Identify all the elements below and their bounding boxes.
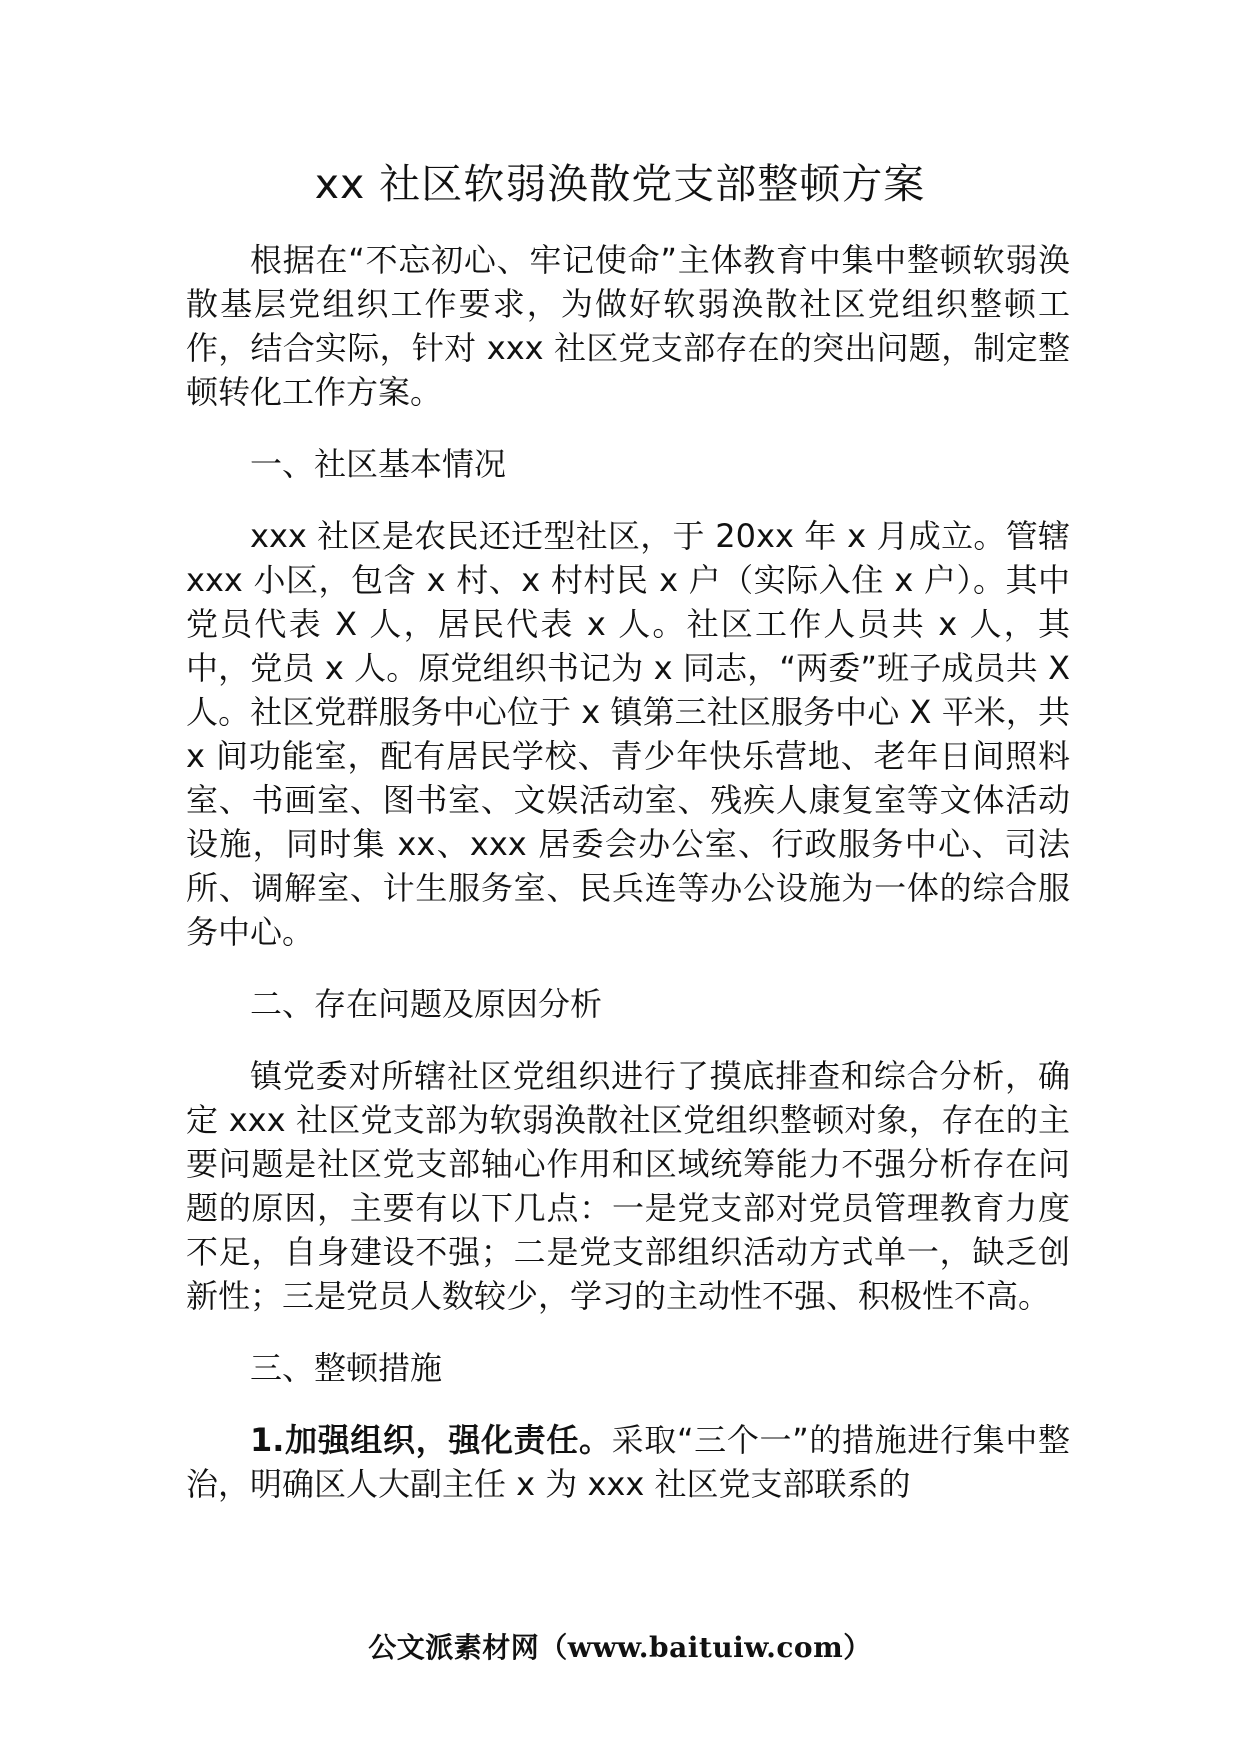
section-2-heading: 二、存在问题及原因分析 [250, 985, 603, 1023]
section-2-paragraph: 镇党委对所辖社区党组织进行了摸底排查和综合分析，确定 xxx 社区党支部为软弱涣散社区党组织整顿对象，存在的主要问题是社区党支部轴心作用和区域统筹能力不强分析存在问题的原因，主要有以下几点：一是党支部对党员管理教育力度不足，自身建设不强；二是党支部组织活动方式单一，缺乏创新性；三是党员人数较少，学习的主动性不强、积极性不高。 [186, 1057, 1070, 1315]
section-1-paragraph: xxx 社区是农民还迁型社区，于 20xx 年 x 月成立。管辖 xxx 小区，包含 x 村、x 村村民 x 户（实际入住 x 户）。其中党员代表 X 人，居民代表 x 人。社区工作人员共 x 人，其中，党员 x 人。原党组织书记为 x 同志，“两委”班子成员共 X 人。社区党群服务中心位于 x 镇第三社区服务中心 X 平米，共 x 间功能室，配有居民学校、青少年快乐营地、老年日间照料室、书画室、图书室、文娱活动室、残疾人康复室等文体活动设施，同时集 xx、xxx 居委会办公室、行政服务中心、司法所、调解室、计生服务室、民兵连等办公设施为一体的综合服务中心。 [186, 517, 1070, 951]
document-title: xx 社区软弱涣散党支部整顿方案 [314, 160, 926, 208]
footer-watermark: 公文派素材网（www.baituiw.com） [368, 1631, 872, 1664]
section-3-item-1-lead: 1.加强组织，强化责任。 [250, 1421, 612, 1459]
section-3-item-1-body: 采取“三个一”的措施进行集中整治，明确区人大副主任 x 为 xxx 社区党支部联系的 [186, 1421, 1070, 1503]
intro-paragraph: 根据在“不忘初心、牢记使命”主体教育中集中整顿软弱涣散基层党组织工作要求，为做好软弱涣散社区党组织整顿工作，结合实际，针对 xxx 社区党支部存在的突出问题，制定整顿转化工作方案。 [186, 241, 1070, 411]
section-3-heading: 三、整顿措施 [250, 1349, 443, 1387]
section-1-heading: 一、社区基本情况 [250, 445, 507, 483]
document-body [186, 238, 1070, 1534]
section-3-item-1 [186, 1418, 1070, 1506]
